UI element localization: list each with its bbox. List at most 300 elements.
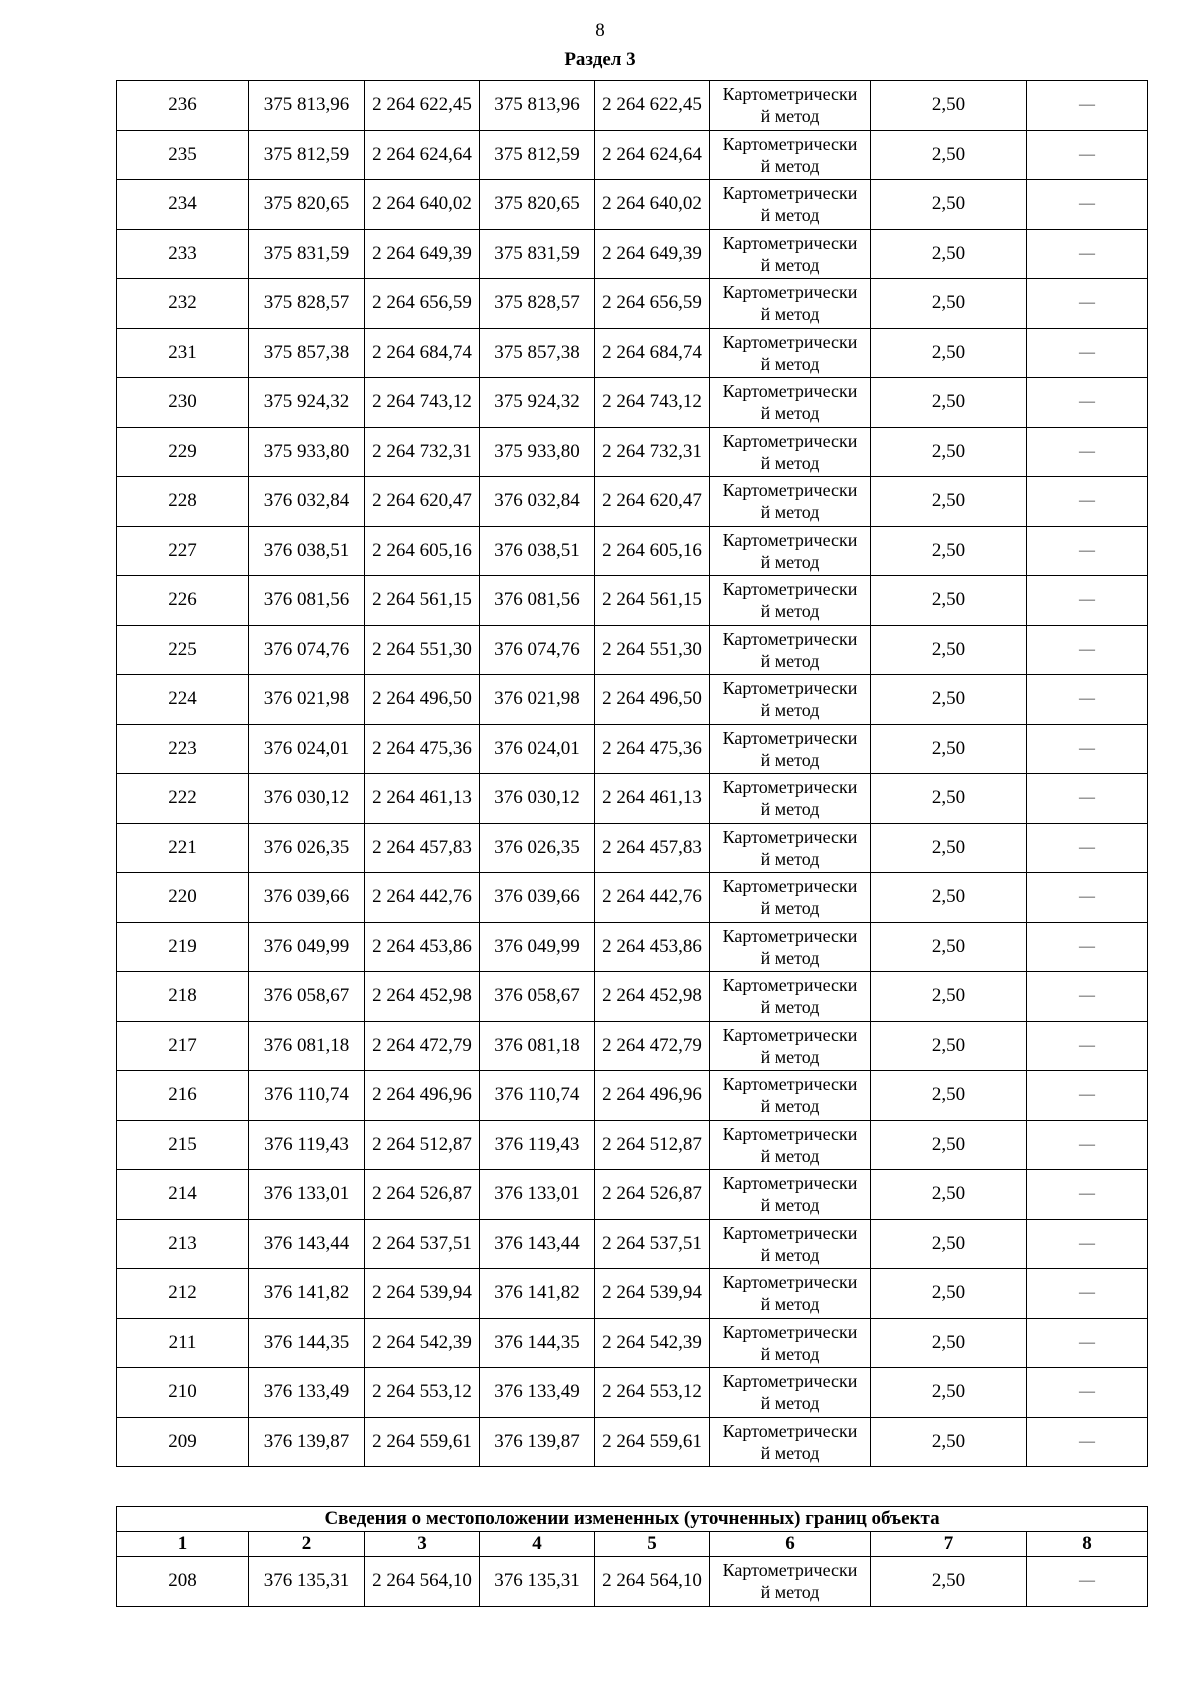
accuracy-cell: 2,50 bbox=[871, 229, 1027, 279]
y-existing-cell: 2 264 496,96 bbox=[365, 1071, 480, 1121]
method-line-2: й метод bbox=[760, 403, 820, 424]
y-new-cell: 2 264 732,31 bbox=[595, 427, 710, 477]
y-existing-cell: 2 264 537,51 bbox=[365, 1219, 480, 1269]
section-title: Раздел 3 bbox=[564, 49, 636, 70]
changed-boundaries-body bbox=[117, 1557, 1148, 1607]
x-existing-cell: 376 081,18 bbox=[249, 1021, 365, 1071]
y-existing-cell: 2 264 649,39 bbox=[365, 229, 480, 279]
method-line-2: й метод bbox=[760, 848, 820, 869]
method-line-2: й метод bbox=[760, 1294, 820, 1315]
accuracy-cell: 2,50 bbox=[871, 823, 1027, 873]
x-existing-cell: 376 135,31 bbox=[249, 1557, 365, 1607]
method-line-1: Картометрически bbox=[722, 925, 858, 946]
method-line-1: Картометрически bbox=[722, 777, 858, 798]
x-new-cell: 376 081,56 bbox=[480, 576, 595, 626]
method-line-1: Картометрически bbox=[722, 975, 858, 996]
description-cell: — bbox=[1027, 180, 1148, 230]
method-line-1: Картометрически bbox=[722, 183, 858, 204]
x-new-cell: 376 058,67 bbox=[480, 972, 595, 1022]
description-cell: — bbox=[1027, 625, 1148, 675]
point-number-cell: 222 bbox=[117, 774, 249, 824]
x-new-cell: 375 813,96 bbox=[480, 81, 595, 131]
changed-boundaries-table bbox=[116, 1506, 1148, 1607]
point-number-cell: 210 bbox=[117, 1368, 249, 1418]
x-new-cell: 376 049,99 bbox=[480, 922, 595, 972]
point-number-cell: 234 bbox=[117, 180, 249, 230]
point-number-cell: 230 bbox=[117, 378, 249, 428]
method-line-2: й метод bbox=[760, 799, 820, 820]
y-new-cell: 2 264 620,47 bbox=[595, 477, 710, 527]
method-cell bbox=[710, 526, 871, 576]
column-number-8: 8 bbox=[1027, 1532, 1148, 1557]
x-new-cell: 376 024,01 bbox=[480, 724, 595, 774]
method-line-2: й метод bbox=[760, 1442, 820, 1463]
y-new-cell: 2 264 605,16 bbox=[595, 526, 710, 576]
accuracy-cell: 2,50 bbox=[871, 81, 1027, 131]
accuracy-cell: 2,50 bbox=[871, 427, 1027, 477]
method-line-2: й метод bbox=[760, 1582, 820, 1603]
y-new-cell: 2 264 539,94 bbox=[595, 1269, 710, 1319]
method-line-2: й метод bbox=[760, 254, 820, 275]
method-line-2: й метод bbox=[760, 304, 820, 325]
y-new-cell: 2 264 743,12 bbox=[595, 378, 710, 428]
description-cell: — bbox=[1027, 81, 1148, 131]
method-cell bbox=[710, 378, 871, 428]
point-number-cell: 231 bbox=[117, 328, 249, 378]
y-new-cell: 2 264 542,39 bbox=[595, 1318, 710, 1368]
description-cell: — bbox=[1027, 279, 1148, 329]
accuracy-cell: 2,50 bbox=[871, 972, 1027, 1022]
column-number-6: 6 bbox=[710, 1532, 871, 1557]
column-number-5: 5 bbox=[595, 1532, 710, 1557]
method-line-2: й метод bbox=[760, 947, 820, 968]
accuracy-cell: 2,50 bbox=[871, 873, 1027, 923]
description-cell: — bbox=[1027, 873, 1148, 923]
method-line-1: Картометрически bbox=[722, 579, 858, 600]
column-number-7: 7 bbox=[871, 1532, 1027, 1557]
point-number-cell: 209 bbox=[117, 1417, 249, 1467]
y-existing-cell: 2 264 624,64 bbox=[365, 130, 480, 180]
method-line-2: й метод bbox=[760, 502, 820, 523]
description-cell: — bbox=[1027, 1071, 1148, 1121]
x-existing-cell: 376 133,49 bbox=[249, 1368, 365, 1418]
method-line-2: й метод bbox=[760, 898, 820, 919]
y-existing-cell: 2 264 605,16 bbox=[365, 526, 480, 576]
table-row bbox=[117, 576, 1148, 626]
table-row bbox=[117, 477, 1148, 527]
table-row bbox=[117, 526, 1148, 576]
y-new-cell: 2 264 512,87 bbox=[595, 1120, 710, 1170]
table-row bbox=[117, 1318, 1148, 1368]
y-new-cell: 2 264 553,12 bbox=[595, 1368, 710, 1418]
x-existing-cell: 376 139,87 bbox=[249, 1417, 365, 1467]
x-existing-cell: 376 074,76 bbox=[249, 625, 365, 675]
point-number-cell: 218 bbox=[117, 972, 249, 1022]
y-new-cell: 2 264 624,64 bbox=[595, 130, 710, 180]
description-cell: — bbox=[1027, 823, 1148, 873]
method-cell bbox=[710, 774, 871, 824]
description-cell: — bbox=[1027, 922, 1148, 972]
method-line-1: Картометрически bbox=[722, 232, 858, 253]
method-cell bbox=[710, 1021, 871, 1071]
y-new-cell: 2 264 475,36 bbox=[595, 724, 710, 774]
table-row bbox=[117, 328, 1148, 378]
coordinates-table-body bbox=[117, 81, 1148, 1467]
point-number-cell: 236 bbox=[117, 81, 249, 131]
method-line-1: Картометрически bbox=[722, 1272, 858, 1293]
accuracy-cell: 2,50 bbox=[871, 774, 1027, 824]
description-cell: — bbox=[1027, 378, 1148, 428]
y-new-cell: 2 264 461,13 bbox=[595, 774, 710, 824]
y-new-cell: 2 264 649,39 bbox=[595, 229, 710, 279]
method-line-2: й метод bbox=[760, 452, 820, 473]
x-new-cell: 376 021,98 bbox=[480, 675, 595, 725]
point-number-cell: 233 bbox=[117, 229, 249, 279]
x-existing-cell: 376 143,44 bbox=[249, 1219, 365, 1269]
method-line-1: Картометрически bbox=[722, 1371, 858, 1392]
method-cell bbox=[710, 328, 871, 378]
description-cell: — bbox=[1027, 328, 1148, 378]
x-new-cell: 376 032,84 bbox=[480, 477, 595, 527]
method-line-1: Картометрически bbox=[722, 1560, 858, 1581]
method-line-1: Картометрически bbox=[722, 727, 858, 748]
table-row bbox=[117, 229, 1148, 279]
x-new-cell: 376 133,01 bbox=[480, 1170, 595, 1220]
description-cell: — bbox=[1027, 1170, 1148, 1220]
x-existing-cell: 376 032,84 bbox=[249, 477, 365, 527]
x-existing-cell: 376 081,56 bbox=[249, 576, 365, 626]
description-cell: — bbox=[1027, 427, 1148, 477]
description-cell: — bbox=[1027, 130, 1148, 180]
accuracy-cell: 2,50 bbox=[871, 279, 1027, 329]
method-cell bbox=[710, 873, 871, 923]
method-line-2: й метод bbox=[760, 1145, 820, 1166]
y-existing-cell: 2 264 551,30 bbox=[365, 625, 480, 675]
accuracy-cell: 2,50 bbox=[871, 378, 1027, 428]
table-row bbox=[117, 823, 1148, 873]
method-line-1: Картометрически bbox=[722, 1420, 858, 1441]
y-existing-cell: 2 264 743,12 bbox=[365, 378, 480, 428]
method-cell bbox=[710, 922, 871, 972]
method-cell bbox=[710, 1557, 871, 1607]
x-new-cell: 376 110,74 bbox=[480, 1071, 595, 1121]
x-new-cell: 376 135,31 bbox=[480, 1557, 595, 1607]
accuracy-cell: 2,50 bbox=[871, 1269, 1027, 1319]
y-existing-cell: 2 264 559,61 bbox=[365, 1417, 480, 1467]
x-new-cell: 376 038,51 bbox=[480, 526, 595, 576]
y-new-cell: 2 264 564,10 bbox=[595, 1557, 710, 1607]
point-number-cell: 227 bbox=[117, 526, 249, 576]
y-new-cell: 2 264 559,61 bbox=[595, 1417, 710, 1467]
description-cell: — bbox=[1027, 1368, 1148, 1418]
accuracy-cell: 2,50 bbox=[871, 1318, 1027, 1368]
table-row bbox=[117, 873, 1148, 923]
y-new-cell: 2 264 537,51 bbox=[595, 1219, 710, 1269]
point-number-cell: 213 bbox=[117, 1219, 249, 1269]
method-line-1: Картометрически bbox=[722, 628, 858, 649]
method-line-1: Картометрически bbox=[722, 84, 858, 105]
point-number-cell: 228 bbox=[117, 477, 249, 527]
x-existing-cell: 376 039,66 bbox=[249, 873, 365, 923]
column-number-1: 1 bbox=[117, 1532, 249, 1557]
method-cell bbox=[710, 576, 871, 626]
method-cell bbox=[710, 81, 871, 131]
method-cell bbox=[710, 1368, 871, 1418]
x-new-cell: 375 857,38 bbox=[480, 328, 595, 378]
accuracy-cell: 2,50 bbox=[871, 328, 1027, 378]
description-cell: — bbox=[1027, 1557, 1148, 1607]
x-existing-cell: 376 058,67 bbox=[249, 972, 365, 1022]
method-line-2: й метод bbox=[760, 1096, 820, 1117]
description-cell: — bbox=[1027, 1021, 1148, 1071]
accuracy-cell: 2,50 bbox=[871, 477, 1027, 527]
x-new-cell: 376 144,35 bbox=[480, 1318, 595, 1368]
x-existing-cell: 376 049,99 bbox=[249, 922, 365, 972]
point-number-cell: 225 bbox=[117, 625, 249, 675]
method-line-2: й метод bbox=[760, 700, 820, 721]
x-new-cell: 376 133,49 bbox=[480, 1368, 595, 1418]
y-new-cell: 2 264 622,45 bbox=[595, 81, 710, 131]
y-existing-cell: 2 264 452,98 bbox=[365, 972, 480, 1022]
accuracy-cell: 2,50 bbox=[871, 526, 1027, 576]
accuracy-cell: 2,50 bbox=[871, 1557, 1027, 1607]
method-cell bbox=[710, 1071, 871, 1121]
x-existing-cell: 375 933,80 bbox=[249, 427, 365, 477]
method-line-2: й метод bbox=[760, 1343, 820, 1364]
table-row bbox=[117, 427, 1148, 477]
method-cell bbox=[710, 1417, 871, 1467]
method-line-2: й метод bbox=[760, 1046, 820, 1067]
y-existing-cell: 2 264 457,83 bbox=[365, 823, 480, 873]
method-cell bbox=[710, 823, 871, 873]
point-number-cell: 217 bbox=[117, 1021, 249, 1071]
y-existing-cell: 2 264 461,13 bbox=[365, 774, 480, 824]
x-new-cell: 376 030,12 bbox=[480, 774, 595, 824]
x-existing-cell: 375 857,38 bbox=[249, 328, 365, 378]
table-row bbox=[117, 972, 1148, 1022]
x-new-cell: 376 074,76 bbox=[480, 625, 595, 675]
x-existing-cell: 375 924,32 bbox=[249, 378, 365, 428]
point-number-cell: 215 bbox=[117, 1120, 249, 1170]
y-new-cell: 2 264 496,50 bbox=[595, 675, 710, 725]
table-row bbox=[117, 81, 1148, 131]
y-new-cell: 2 264 442,76 bbox=[595, 873, 710, 923]
method-line-1: Картометрически bbox=[722, 282, 858, 303]
y-existing-cell: 2 264 472,79 bbox=[365, 1021, 480, 1071]
x-existing-cell: 375 831,59 bbox=[249, 229, 365, 279]
x-existing-cell: 375 813,96 bbox=[249, 81, 365, 131]
method-line-2: й метод bbox=[760, 1195, 820, 1216]
method-line-1: Картометрически bbox=[722, 826, 858, 847]
point-number-cell: 220 bbox=[117, 873, 249, 923]
x-existing-cell: 376 038,51 bbox=[249, 526, 365, 576]
accuracy-cell: 2,50 bbox=[871, 1368, 1027, 1418]
table-row bbox=[117, 675, 1148, 725]
y-existing-cell: 2 264 526,87 bbox=[365, 1170, 480, 1220]
description-cell: — bbox=[1027, 477, 1148, 527]
column-number-2: 2 bbox=[249, 1532, 365, 1557]
x-new-cell: 375 812,59 bbox=[480, 130, 595, 180]
y-existing-cell: 2 264 732,31 bbox=[365, 427, 480, 477]
method-cell bbox=[710, 1269, 871, 1319]
method-cell bbox=[710, 1219, 871, 1269]
table-row bbox=[117, 279, 1148, 329]
description-cell: — bbox=[1027, 724, 1148, 774]
method-cell bbox=[710, 477, 871, 527]
description-cell: — bbox=[1027, 1318, 1148, 1368]
method-line-1: Картометрически bbox=[722, 678, 858, 699]
table-row bbox=[117, 1557, 1148, 1607]
y-existing-cell: 2 264 622,45 bbox=[365, 81, 480, 131]
accuracy-cell: 2,50 bbox=[871, 675, 1027, 725]
method-line-1: Картометрически bbox=[722, 331, 858, 352]
x-existing-cell: 375 828,57 bbox=[249, 279, 365, 329]
accuracy-cell: 2,50 bbox=[871, 1071, 1027, 1121]
x-existing-cell: 376 021,98 bbox=[249, 675, 365, 725]
method-line-1: Картометрически bbox=[722, 1123, 858, 1144]
point-number-cell: 211 bbox=[117, 1318, 249, 1368]
y-new-cell: 2 264 561,15 bbox=[595, 576, 710, 626]
x-new-cell: 376 139,87 bbox=[480, 1417, 595, 1467]
y-existing-cell: 2 264 564,10 bbox=[365, 1557, 480, 1607]
method-line-1: Картометрически bbox=[722, 430, 858, 451]
accuracy-cell: 2,50 bbox=[871, 922, 1027, 972]
description-cell: — bbox=[1027, 229, 1148, 279]
method-line-1: Картометрически bbox=[722, 133, 858, 154]
table-row bbox=[117, 1071, 1148, 1121]
point-number-cell: 224 bbox=[117, 675, 249, 725]
point-number-cell: 208 bbox=[117, 1557, 249, 1607]
method-line-1: Картометрически bbox=[722, 1321, 858, 1342]
point-number-cell: 229 bbox=[117, 427, 249, 477]
y-existing-cell: 2 264 553,12 bbox=[365, 1368, 480, 1418]
accuracy-cell: 2,50 bbox=[871, 576, 1027, 626]
description-cell: — bbox=[1027, 1120, 1148, 1170]
x-new-cell: 376 119,43 bbox=[480, 1120, 595, 1170]
method-line-1: Картометрически bbox=[722, 876, 858, 897]
accuracy-cell: 2,50 bbox=[871, 130, 1027, 180]
method-cell bbox=[710, 180, 871, 230]
coordinates-table bbox=[116, 80, 1148, 1467]
table-row bbox=[117, 774, 1148, 824]
method-cell bbox=[710, 724, 871, 774]
method-cell bbox=[710, 625, 871, 675]
x-new-cell: 375 924,32 bbox=[480, 378, 595, 428]
method-cell bbox=[710, 427, 871, 477]
x-existing-cell: 376 026,35 bbox=[249, 823, 365, 873]
table-row bbox=[117, 1021, 1148, 1071]
point-number-cell: 232 bbox=[117, 279, 249, 329]
y-existing-cell: 2 264 453,86 bbox=[365, 922, 480, 972]
method-line-2: й метод bbox=[760, 601, 820, 622]
method-line-2: й метод bbox=[760, 650, 820, 671]
method-cell bbox=[710, 229, 871, 279]
description-cell: — bbox=[1027, 774, 1148, 824]
table-row bbox=[117, 1219, 1148, 1269]
x-new-cell: 376 039,66 bbox=[480, 873, 595, 923]
table-row bbox=[117, 180, 1148, 230]
x-new-cell: 375 933,80 bbox=[480, 427, 595, 477]
y-new-cell: 2 264 684,74 bbox=[595, 328, 710, 378]
method-line-2: й метод bbox=[760, 106, 820, 127]
y-new-cell: 2 264 551,30 bbox=[595, 625, 710, 675]
description-cell: — bbox=[1027, 1219, 1148, 1269]
x-new-cell: 375 828,57 bbox=[480, 279, 595, 329]
table-row bbox=[117, 1417, 1148, 1467]
point-number-cell: 226 bbox=[117, 576, 249, 626]
x-existing-cell: 376 133,01 bbox=[249, 1170, 365, 1220]
column-number-4: 4 bbox=[480, 1532, 595, 1557]
y-existing-cell: 2 264 512,87 bbox=[365, 1120, 480, 1170]
table-row bbox=[117, 625, 1148, 675]
method-line-2: й метод bbox=[760, 205, 820, 226]
changed-boundaries-caption: Сведения о местоположении измененных (уточненных) границ объекта bbox=[117, 1507, 1148, 1532]
page-number: 8 bbox=[595, 20, 605, 41]
y-new-cell: 2 264 640,02 bbox=[595, 180, 710, 230]
y-existing-cell: 2 264 656,59 bbox=[365, 279, 480, 329]
y-existing-cell: 2 264 542,39 bbox=[365, 1318, 480, 1368]
description-cell: — bbox=[1027, 1417, 1148, 1467]
method-line-1: Картометрически bbox=[722, 480, 858, 501]
x-new-cell: 376 081,18 bbox=[480, 1021, 595, 1071]
x-new-cell: 376 143,44 bbox=[480, 1219, 595, 1269]
accuracy-cell: 2,50 bbox=[871, 1417, 1027, 1467]
method-cell bbox=[710, 130, 871, 180]
method-line-2: й метод bbox=[760, 551, 820, 572]
accuracy-cell: 2,50 bbox=[871, 1219, 1027, 1269]
method-line-1: Картометрически bbox=[722, 1024, 858, 1045]
x-existing-cell: 376 030,12 bbox=[249, 774, 365, 824]
y-existing-cell: 2 264 442,76 bbox=[365, 873, 480, 923]
method-line-2: й метод bbox=[760, 1393, 820, 1414]
x-new-cell: 376 026,35 bbox=[480, 823, 595, 873]
accuracy-cell: 2,50 bbox=[871, 1021, 1027, 1071]
x-existing-cell: 376 119,43 bbox=[249, 1120, 365, 1170]
x-existing-cell: 375 812,59 bbox=[249, 130, 365, 180]
x-new-cell: 376 141,82 bbox=[480, 1269, 595, 1319]
point-number-cell: 216 bbox=[117, 1071, 249, 1121]
accuracy-cell: 2,50 bbox=[871, 180, 1027, 230]
method-line-2: й метод bbox=[760, 155, 820, 176]
table-row bbox=[117, 130, 1148, 180]
y-existing-cell: 2 264 496,50 bbox=[365, 675, 480, 725]
x-existing-cell: 376 110,74 bbox=[249, 1071, 365, 1121]
method-line-1: Картометрически bbox=[722, 1173, 858, 1194]
table-row bbox=[117, 1269, 1148, 1319]
column-numbers-row bbox=[117, 1532, 1148, 1557]
accuracy-cell: 2,50 bbox=[871, 724, 1027, 774]
x-new-cell: 375 831,59 bbox=[480, 229, 595, 279]
table-row bbox=[117, 724, 1148, 774]
table-row bbox=[117, 1170, 1148, 1220]
y-new-cell: 2 264 496,96 bbox=[595, 1071, 710, 1121]
table-row bbox=[117, 1120, 1148, 1170]
x-existing-cell: 376 144,35 bbox=[249, 1318, 365, 1368]
accuracy-cell: 2,50 bbox=[871, 1170, 1027, 1220]
accuracy-cell: 2,50 bbox=[871, 625, 1027, 675]
point-number-cell: 235 bbox=[117, 130, 249, 180]
y-new-cell: 2 264 526,87 bbox=[595, 1170, 710, 1220]
y-existing-cell: 2 264 539,94 bbox=[365, 1269, 480, 1319]
y-existing-cell: 2 264 475,36 bbox=[365, 724, 480, 774]
y-new-cell: 2 264 472,79 bbox=[595, 1021, 710, 1071]
y-existing-cell: 2 264 640,02 bbox=[365, 180, 480, 230]
y-new-cell: 2 264 452,98 bbox=[595, 972, 710, 1022]
column-number-3: 3 bbox=[365, 1532, 480, 1557]
y-existing-cell: 2 264 561,15 bbox=[365, 576, 480, 626]
method-cell bbox=[710, 1170, 871, 1220]
table-row bbox=[117, 1368, 1148, 1418]
